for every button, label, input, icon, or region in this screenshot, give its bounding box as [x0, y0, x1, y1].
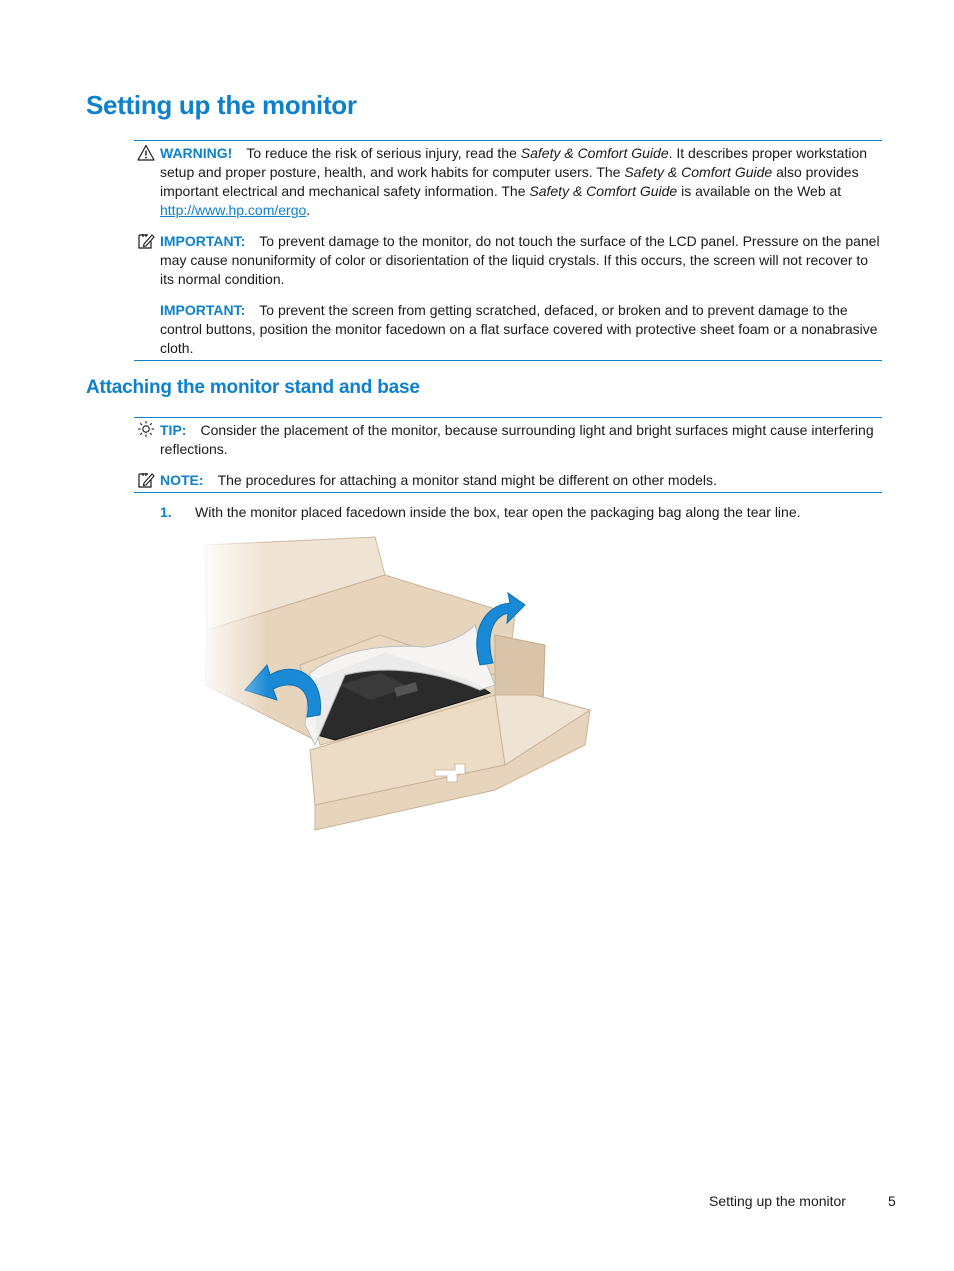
tip-text: Consider the placement of the monitor, because surrounding light and bright surfaces might cause interfering reflections. — [160, 422, 874, 457]
important-label-1: IMPORTANT: — [160, 233, 246, 249]
step-1 — [160, 503, 801, 522]
safety-guide-ref-3: Safety & Comfort Guide — [529, 183, 678, 199]
tip-top-rule — [134, 417, 882, 418]
important-text-2: To prevent the screen from getting scratched, defaced, or broken and to prevent damage to the control buttons, position the monitor facedown on a flat surface covered with protective sheet foam or a nonabrasive cloth. — [160, 302, 878, 356]
hp-ergo-link[interactable]: http://www.hp.com/ergo — [160, 202, 307, 218]
lightbulb-icon — [137, 420, 155, 438]
important-text-1: To prevent damage to the monitor, do not touch the surface of the LCD panel. Pressure on the panel may cause nonuniformity of color or disorientation of the liquid crystals. If this occurs, the screen will not recover to its normal condition. — [160, 233, 880, 287]
footer-page-number: 5 — [888, 1193, 896, 1209]
important-note-icon — [137, 232, 155, 250]
tip-label: TIP: — [160, 422, 187, 438]
important-label-2: IMPORTANT: — [160, 302, 246, 318]
important-notice-1 — [160, 232, 882, 289]
safety-guide-ref-2: Safety & Comfort Guide — [624, 164, 773, 180]
warning-text-1: To reduce the risk of serious injury, read the — [246, 145, 521, 161]
section-title: Attaching the monitor stand and base — [86, 377, 420, 398]
note-label: NOTE: — [160, 472, 204, 488]
safety-guide-ref-1: Safety & Comfort Guide — [520, 145, 669, 161]
warning-text-4: is available on the Web at — [677, 183, 842, 199]
important-notice-2 — [160, 301, 882, 358]
warning-text-3: also provides important electrical and mechanical safety information. The — [160, 164, 859, 199]
warning-triangle-icon — [137, 144, 155, 162]
warning-notice — [160, 144, 882, 220]
step-number: 1. — [160, 504, 172, 520]
warning-text-2: . It describes proper workstation setup and proper posture, health, and work habits for computer users. The — [160, 145, 868, 180]
important-bottom-rule — [134, 360, 882, 361]
note-text: The procedures for attaching a monitor stand might be different on other models. — [217, 472, 717, 488]
note-bottom-rule — [134, 492, 882, 493]
warning-label: WARNING! — [160, 145, 233, 161]
tip-notice — [160, 421, 882, 459]
note-icon — [137, 471, 155, 489]
warning-text-5: . — [306, 202, 311, 218]
monitor-in-box-illustration — [195, 535, 600, 835]
step-text: With the monitor placed facedown inside the box, tear open the packaging bag along the tear line. — [195, 504, 801, 520]
warning-top-rule — [134, 140, 882, 141]
page-title: Setting up the monitor — [86, 90, 357, 120]
note-notice — [160, 471, 882, 490]
footer-chapter: Setting up the monitor — [709, 1193, 846, 1209]
